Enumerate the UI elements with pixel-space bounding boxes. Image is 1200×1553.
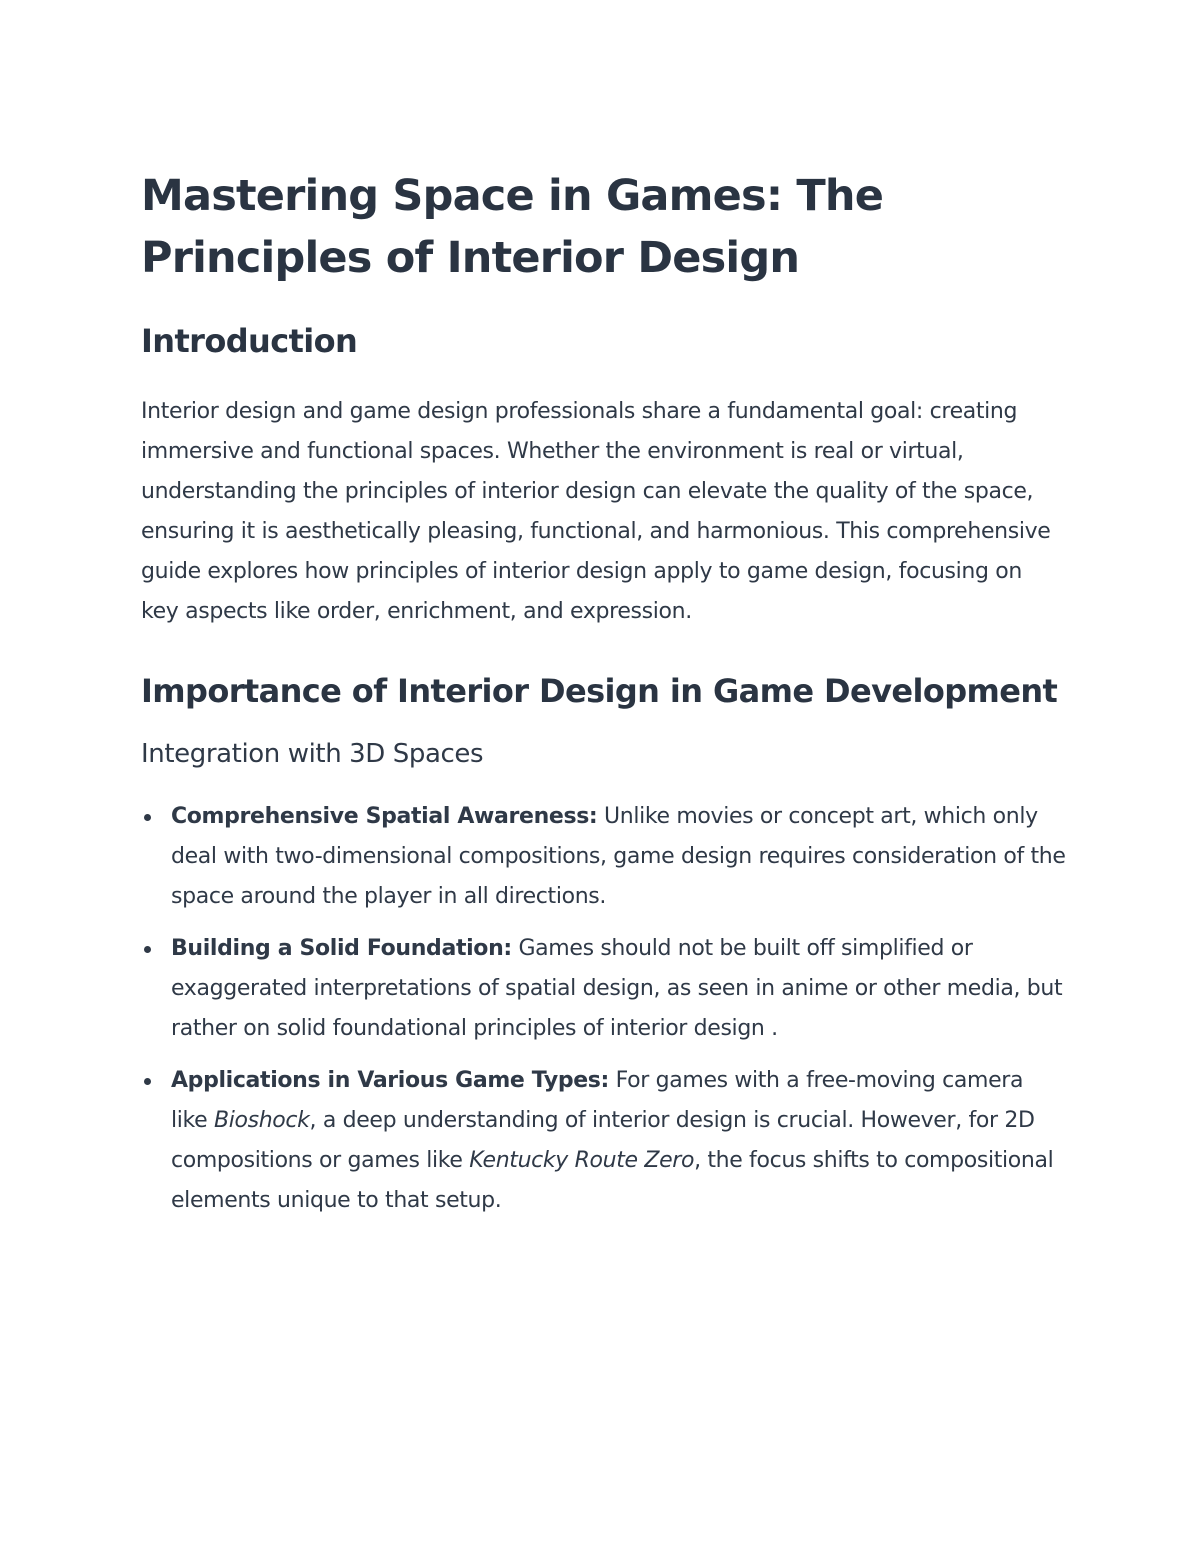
bullet-text: , a deep understanding of interior design is crucial. However, for 2D compositions or games like — [171, 1108, 1035, 1173]
bullet-text: For games with a free-moving camera like — [171, 1068, 1024, 1133]
bullet-label: Comprehensive Spatial Awareness: — [171, 804, 598, 829]
bullet-text: Unlike movies or concept art, which only deal with two-dimensional compositions, game design requires consideration of the space around the player in all directions. — [171, 804, 1066, 909]
introduction-paragraph: Interior design and game design professionals share a fundamental goal: creating immersive and functional spaces. Whether the environment is real or virtual, understanding the principles of interior design can elevate the quality of the space, ensuring it is aesthetically pleasing, functional, and harmonious. This comprehensive guide explores how principles of interior design apply to game design, focusing on key aspects like order, enrichment, and expression. — [141, 399, 1051, 624]
bullet-text: Games should not be built off simplified or exaggerated interpretations of spatial design, as seen in anime or other media, but rather on solid foundational principles of interior design . — [171, 936, 1063, 1041]
list-item — [141, 1061, 1066, 1221]
game-title-kentucky-route-zero: Kentucky Route Zero — [469, 1148, 695, 1173]
document-title: Mastering Space in Games: The Principles of Interior Design — [141, 171, 884, 283]
bullet-list — [141, 797, 1066, 1221]
list-item — [141, 797, 1066, 917]
bullet-dot — [144, 946, 151, 953]
game-title-bioshock: Bioshock — [213, 1108, 310, 1133]
document-page — [141, 165, 1066, 1233]
bullet-dot — [144, 1078, 151, 1085]
importance-heading: Importance of Interior Design in Game Development — [141, 672, 1058, 710]
integration-subheading: Integration with 3D Spaces — [141, 739, 484, 769]
list-item — [141, 929, 1066, 1049]
bullet-text: , the focus shifts to compositional elements unique to that setup. — [171, 1148, 1054, 1213]
bullet-dot — [144, 814, 151, 821]
bullet-label: Building a Solid Foundation: — [171, 936, 512, 961]
bullet-label: Applications in Various Game Types: — [171, 1068, 609, 1093]
introduction-heading: Introduction — [141, 322, 358, 360]
